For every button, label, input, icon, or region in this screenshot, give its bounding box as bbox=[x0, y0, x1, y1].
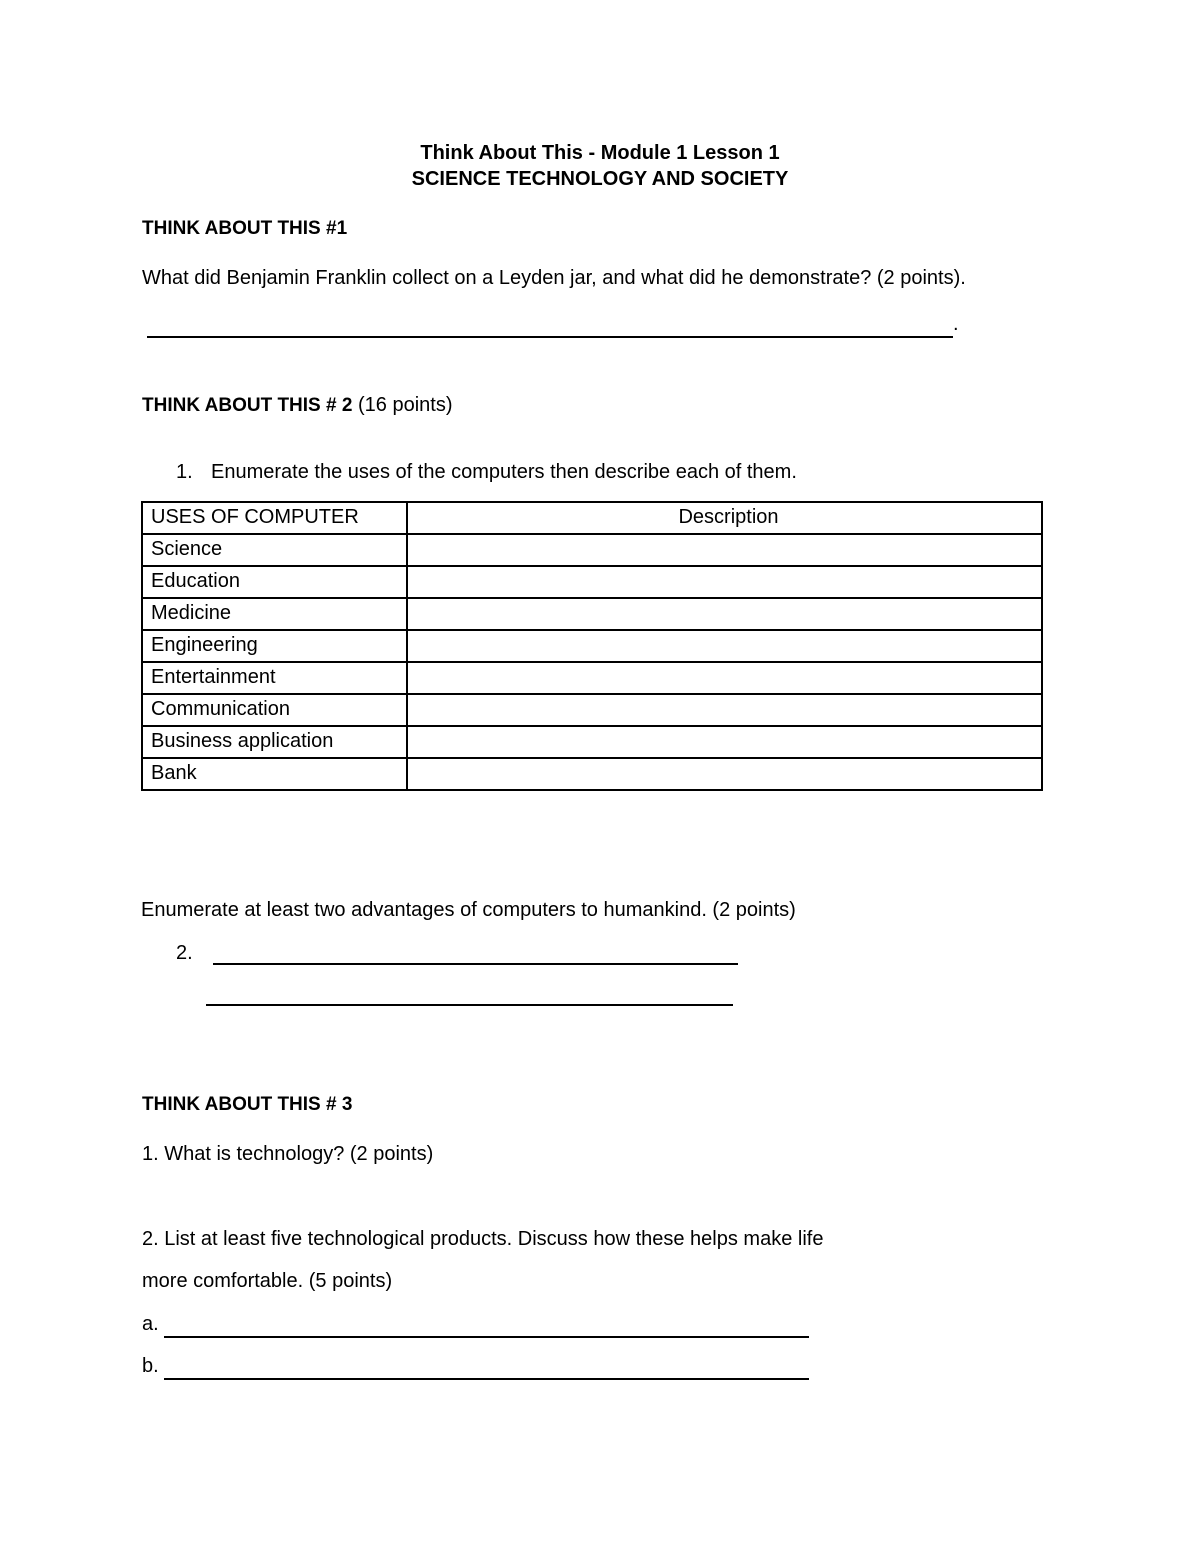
section2-heading: THINK ABOUT THIS # 2 bbox=[142, 395, 353, 416]
advantages-prompt: Enumerate at least two advantages of computers to humankind. (2 points) bbox=[141, 899, 796, 921]
section3-question-2-line2: more comfortable. (5 points) bbox=[142, 1270, 393, 1292]
answer-line-end: . bbox=[953, 313, 959, 335]
table-row bbox=[142, 694, 1042, 726]
section1-heading: THINK ABOUT THIS #1 bbox=[142, 218, 348, 239]
answer-blank[interactable] bbox=[164, 1313, 809, 1338]
table-row bbox=[142, 630, 1042, 662]
item-a-label: a. bbox=[142, 1313, 159, 1335]
section1-answer-line[interactable] bbox=[147, 313, 959, 338]
advantages-number: 2. bbox=[176, 942, 193, 964]
advantages-answer-line-2[interactable] bbox=[206, 982, 733, 1006]
uses-table bbox=[141, 501, 1043, 791]
table-row-description-cell[interactable] bbox=[407, 598, 1042, 630]
table-row-label: Bank bbox=[142, 758, 407, 790]
answer-blank[interactable] bbox=[147, 313, 953, 338]
table-row-label: Business application bbox=[142, 726, 407, 758]
table-row-label: Medicine bbox=[142, 598, 407, 630]
table-row bbox=[142, 566, 1042, 598]
answer-blank[interactable] bbox=[213, 941, 738, 965]
table-row-description-cell[interactable] bbox=[407, 662, 1042, 694]
table-row bbox=[142, 726, 1042, 758]
table-row bbox=[142, 662, 1042, 694]
table-header-row bbox=[142, 502, 1042, 534]
page-subtitle: SCIENCE TECHNOLOGY AND SOCIETY bbox=[411, 168, 789, 190]
answer-blank[interactable] bbox=[206, 982, 733, 1006]
table-row-description-cell[interactable] bbox=[407, 694, 1042, 726]
section2-item-number: 1. bbox=[176, 461, 193, 483]
table-row bbox=[142, 598, 1042, 630]
item-b-label: b. bbox=[142, 1355, 159, 1377]
section3-item-b bbox=[142, 1355, 809, 1380]
table-row-label: Communication bbox=[142, 694, 407, 726]
answer-blank[interactable] bbox=[164, 1355, 809, 1380]
table-row-description-cell[interactable] bbox=[407, 566, 1042, 598]
table-row-description-cell[interactable] bbox=[407, 534, 1042, 566]
section2-heading-row bbox=[142, 394, 452, 417]
section3-heading: THINK ABOUT THIS # 3 bbox=[142, 1094, 353, 1115]
section1-question: What did Benjamin Franklin collect on a Leyden jar, and what did he demonstrate? (2 points). bbox=[142, 267, 966, 289]
section3-question-1: 1. What is technology? (2 points) bbox=[142, 1143, 434, 1165]
table-header-description: Description bbox=[407, 502, 1042, 534]
table-row-description-cell[interactable] bbox=[407, 726, 1042, 758]
table-row-description-cell[interactable] bbox=[407, 758, 1042, 790]
section2-item-text: Enumerate the uses of the computers then describe each of them. bbox=[211, 461, 797, 483]
table-row-label: Education bbox=[142, 566, 407, 598]
section3-item-a bbox=[142, 1313, 809, 1338]
table-row-description-cell[interactable] bbox=[407, 630, 1042, 662]
table-row bbox=[142, 758, 1042, 790]
table-row-label: Entertainment bbox=[142, 662, 407, 694]
table-row-label: Engineering bbox=[142, 630, 407, 662]
table-row bbox=[142, 534, 1042, 566]
table-row-label: Science bbox=[142, 534, 407, 566]
page-title: Think About This - Module 1 Lesson 1 bbox=[420, 142, 780, 164]
advantages-answer-line-1[interactable] bbox=[213, 941, 738, 965]
table-header-uses: USES OF COMPUTER bbox=[142, 502, 407, 534]
section2-points: (16 points) bbox=[357, 394, 453, 416]
section3-question-2-line1: 2. List at least five technological products. Discuss how these helps make life bbox=[142, 1228, 824, 1250]
